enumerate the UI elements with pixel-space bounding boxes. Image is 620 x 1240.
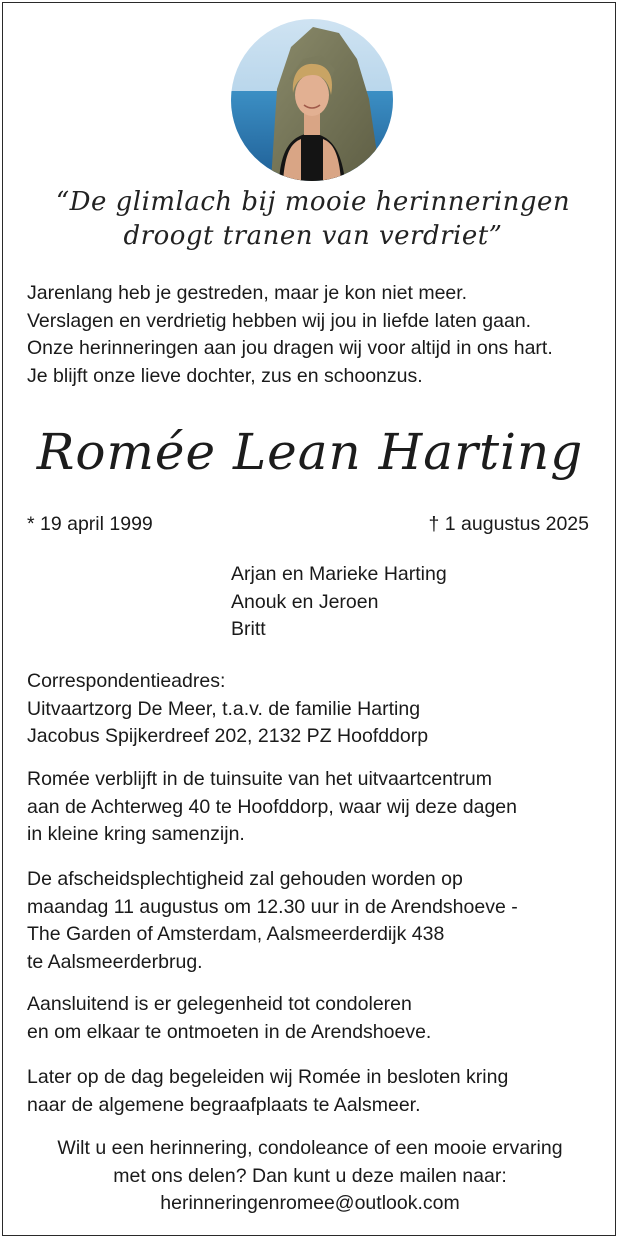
ceremony-line: te Aalsmeerderbrug. — [27, 950, 203, 973]
family-list — [231, 561, 447, 644]
condolence-paragraph — [27, 991, 597, 1046]
memorial-quote — [23, 185, 603, 253]
burial-line: naar de algemene begraafplaats te Aalsmeer. — [27, 1093, 421, 1116]
contact-line: met ons delen? Dan kunt u deze mailen naar: — [113, 1164, 507, 1187]
stay-line: in kleine kring samenzijn. — [27, 823, 245, 845]
intro-line: Verslagen en verdrietig hebben wij jou in liefde laten gaan. — [27, 309, 532, 332]
obituary-card — [2, 2, 616, 1236]
correspondence-line: Correspondentieadres: — [27, 670, 226, 692]
contact-paragraph — [3, 1135, 617, 1218]
contact-line: Wilt u een herinnering, condoleance of een mooie ervaring — [57, 1137, 563, 1159]
correspondence-line: Jacobus Spijkerdreef 202, 2132 PZ Hoofddorp — [27, 725, 429, 747]
family-member: Arjan en Marieke Harting — [231, 563, 447, 585]
portrait-photo — [231, 19, 393, 181]
correspondence-line: Uitvaartzorg De Meer, t.a.v. de familie Harting — [27, 697, 421, 720]
quote-line-1: “De glimlach bij mooie herinneringen — [55, 187, 571, 217]
intro-paragraph — [27, 280, 597, 390]
burial-paragraph — [27, 1064, 597, 1119]
condolence-line: en om elkaar te ontmoeten in de Arendshoeve. — [27, 1020, 432, 1043]
intro-line: Onze herinneringen aan jou dragen wij voor altijd in ons hart. — [27, 337, 553, 359]
contact-email: herinneringenromee@outlook.com — [160, 1192, 460, 1214]
intro-line: Je blijft onze lieve dochter, zus en schoonzus. — [27, 364, 423, 387]
birth-date: * 19 april 1999 — [27, 513, 153, 535]
family-member: Britt — [231, 618, 266, 640]
stay-line: Romée verblijft in de tuinsuite van het uitvaartcentrum — [27, 768, 492, 790]
family-member: Anouk en Jeroen — [231, 590, 379, 613]
correspondence-address — [27, 668, 597, 751]
stay-paragraph — [27, 766, 597, 849]
burial-line: Later op de dag begeleiden wij Romée in besloten kring — [27, 1066, 509, 1088]
intro-line: Jarenlang heb je gestreden, maar je kon niet meer. — [27, 282, 468, 304]
ceremony-line: De afscheidsplechtigheid zal gehouden worden op — [27, 868, 463, 890]
stay-line: aan de Achterweg 40 te Hoofddorp, waar wij deze dagen — [27, 795, 517, 818]
ceremony-line: maandag 11 augustus om 12.30 uur in de Arendshoeve - — [27, 895, 518, 918]
deceased-name: Romée Lean Harting — [36, 423, 584, 481]
portrait-image — [231, 19, 393, 181]
ceremony-paragraph — [27, 866, 597, 976]
quote-line-2: droogt tranen van verdriet” — [123, 221, 503, 251]
ceremony-line: The Garden of Amsterdam, Aalsmeerderdijk 438 — [27, 923, 445, 945]
death-date: † 1 augustus 2025 — [428, 513, 589, 535]
condolence-line: Aansluitend is er gelegenheid tot condoleren — [27, 993, 412, 1015]
